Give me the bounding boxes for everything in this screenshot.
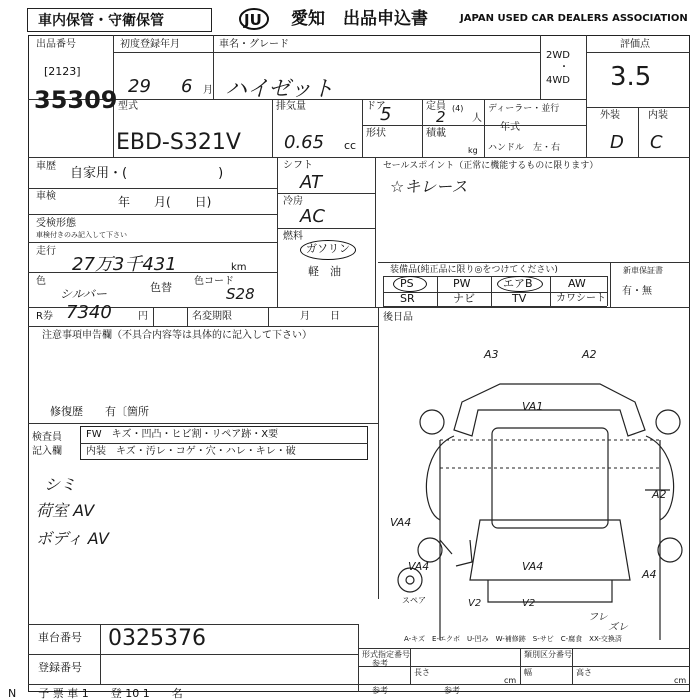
inspector-row-2: 内装 キズ・汚レ・コゲ・穴・ハレ・キレ・破 <box>86 446 296 457</box>
mark-v2-right: V2 <box>522 598 536 609</box>
recycle-label: R券 <box>36 311 53 322</box>
shape-label: 形状 <box>366 128 386 139</box>
mark-va4-rear: VA4 <box>522 560 544 573</box>
capacity-note: (4) <box>452 104 464 113</box>
mileage-label: 走行 <box>36 246 56 257</box>
mark-va4-low: VA4 <box>408 560 430 573</box>
equipment-label: 装備品(純正品に限り◎をつけてください) <box>390 265 558 275</box>
drive-2wd: 2WD <box>546 50 570 61</box>
shift-value: AT <box>300 172 322 193</box>
ref-row-3: 参考 参考 <box>372 686 460 695</box>
equip-airbag: エアB <box>503 277 533 290</box>
equip-ps-circle <box>393 276 427 292</box>
org-name: 愛知 <box>291 9 325 29</box>
repair-history-label: 修復歴 有〔箇所 <box>50 405 149 418</box>
model-label: 型式 <box>118 101 138 112</box>
load-label: 積載 <box>426 128 446 139</box>
interior-label: 内装 <box>648 110 668 121</box>
logo-mark-text: JU <box>244 11 262 29</box>
ref-label: 参考 <box>372 659 388 668</box>
storage-box <box>27 8 212 32</box>
mark-v2-left: V2 <box>468 598 482 609</box>
capacity-label: 定員 <box>426 101 446 112</box>
receive-type-label: 受検形態 <box>36 218 76 229</box>
later-items-label: 後日品 <box>383 312 413 323</box>
inspector-note-3: ボディ AV <box>36 529 109 548</box>
recycle-unit: 円 <box>138 311 148 322</box>
color-value: シルバー <box>60 287 107 301</box>
rating-value: 3.5 <box>610 62 652 92</box>
mileage-unit: km <box>231 262 247 273</box>
equip-ps: PS <box>400 277 414 290</box>
color-label: 色 <box>36 276 46 287</box>
spare-label: スペア <box>402 596 426 605</box>
interior-grade: C <box>650 132 663 153</box>
month-unit: 月 <box>203 85 213 96</box>
car-outline-icon <box>380 340 690 640</box>
drive-4wd: 4WD <box>546 75 570 86</box>
exterior-grade: D <box>610 132 624 153</box>
mileage-value: 27万3千431 <box>72 254 177 275</box>
inspector-row-1: FW キズ・凹凸・ヒビ割・リペア跡・X要 <box>86 429 279 440</box>
equip-airbag-circle <box>497 276 543 292</box>
color-code-value: S28 <box>226 285 255 303</box>
registration-month: 6 <box>181 76 193 97</box>
recycle-value: 7340 <box>66 302 112 323</box>
ju-logo <box>238 6 294 32</box>
mark-va4-left: VA4 <box>390 516 412 529</box>
fuel-gas: ガソリン <box>306 242 350 255</box>
association-name: JAPAN USED CAR DEALERS ASSOCIATION <box>460 13 688 24</box>
shift-label: シフト <box>283 160 313 171</box>
ju-logo-icon <box>238 6 294 32</box>
registration-year: 29 <box>128 76 151 97</box>
door-value: 5 <box>380 104 392 125</box>
length-label: 長さ <box>414 668 430 677</box>
storage-label: 車内保管・守衛保管 <box>38 13 164 29</box>
class-label: 類別区分番号 <box>524 650 572 659</box>
warranty-value: 有・無 <box>622 286 652 297</box>
handle-label: ハンドル 左・右 <box>488 143 561 153</box>
listing-number-value: 35309 <box>34 86 118 114</box>
rating-label: 評価点 <box>620 39 650 50</box>
history-label: 車歴 <box>36 161 56 172</box>
equip-pw: PW <box>453 277 471 290</box>
fuel-label: 燃料 <box>283 231 303 242</box>
form-cert-label: 形式指定番号 <box>362 650 410 659</box>
height-label: 高さ <box>576 668 592 677</box>
door-label: ドア <box>366 101 386 112</box>
warranty-label: 新車保証書 <box>623 266 663 275</box>
car-name-value: ハイゼット <box>225 77 334 102</box>
exterior-label: 外装 <box>600 110 620 121</box>
name-change-value: 月 日 <box>300 311 340 322</box>
listing-bracket-number: [2123] <box>44 65 81 78</box>
equip-sr: SR <box>400 292 415 305</box>
dealer-label: ディーラー・並行 <box>488 104 560 114</box>
mark-zure: ズレ <box>608 622 628 633</box>
receive-type-note: 車検付きのみ記入して下さい <box>36 231 127 239</box>
registration-label: 登録番号 <box>38 661 82 674</box>
chassis-label: 車台番号 <box>38 631 82 644</box>
fuel-diesel: 軽 油 <box>308 265 341 278</box>
mark-a4: A4 <box>642 568 657 581</box>
notes-label: 注意事項申告欄（不具合内容等は具体的に記入して下さい） <box>42 330 312 341</box>
damage-legend: A-キズ E-エクボ U-凹み W-補修跡 S-サビ C-腐食 XX-交換済 <box>404 635 622 643</box>
listing-number-label: 出品番号 <box>36 39 76 50</box>
color-code-label: 色コード <box>194 276 234 287</box>
displacement-unit: cc <box>344 139 357 152</box>
inspector-note-2: 荷室 AV <box>36 501 95 520</box>
equip-aw: AW <box>568 277 586 290</box>
inspector-label-2: 記入欄 <box>32 446 62 457</box>
mark-fure: フレ <box>588 612 608 623</box>
drive-sep: ・ <box>559 62 569 73</box>
mark-a2-top: A2 <box>582 348 597 361</box>
length-unit: cm <box>504 676 517 685</box>
mark-a2-side: A2 <box>652 488 667 501</box>
history-value: 自家用・( ) <box>70 166 224 181</box>
ac-label: 冷房 <box>283 196 303 207</box>
inspection-value: 年 月( 日) <box>118 195 212 209</box>
document-title: 出品申込書 <box>343 9 428 29</box>
sales-point-label: セールスポイント（正常に機能するものに限ります） <box>383 161 599 171</box>
damage-diagram <box>380 340 690 640</box>
width-label: 幅 <box>524 668 532 677</box>
inspection-label: 車検 <box>36 191 56 202</box>
equip-tv: TV <box>512 292 527 305</box>
inspector-note-1: シミ <box>44 475 77 494</box>
year-label: 年式 <box>500 122 520 133</box>
displacement-label: 排気量 <box>276 101 306 112</box>
mark-va1: VA1 <box>522 400 544 413</box>
sales-point-value: ☆キレース <box>390 177 468 196</box>
model-value: EBD-S321V <box>116 130 241 155</box>
chassis-value: 0325376 <box>108 626 206 651</box>
equip-seat: カワシート <box>556 293 606 304</box>
first-registration-label: 初度登録年月 <box>120 39 180 50</box>
ac-value: AC <box>300 206 325 227</box>
name-change-label: 名変期限 <box>192 311 232 322</box>
displacement-value: 0.65 <box>284 132 325 153</box>
color-change-label: 色替 <box>150 281 172 294</box>
car-name-label: 車名・グレード <box>219 39 289 50</box>
capacity-unit: 人 <box>472 113 482 124</box>
mark-a3: A3 <box>484 348 499 361</box>
load-unit: kg <box>468 146 478 155</box>
inspector-label-1: 検査員 <box>32 432 62 443</box>
equip-navi: ナビ <box>453 292 475 305</box>
capacity-value: 2 <box>436 108 446 126</box>
height-unit: cm <box>674 676 687 685</box>
footer-row: N 子 票 車 1 登 10 1 名 <box>8 687 183 700</box>
